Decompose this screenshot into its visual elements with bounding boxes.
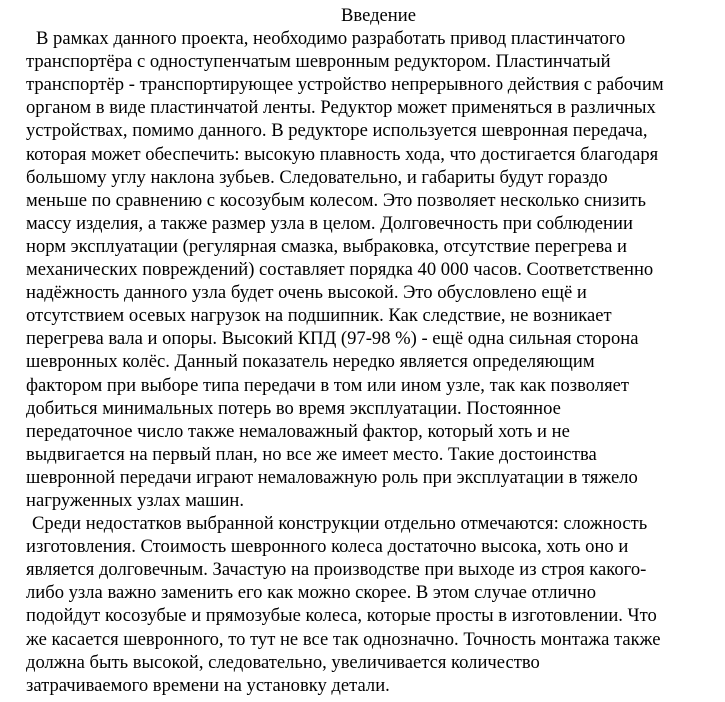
- paragraph-line: надёжность данного узла будет очень высокой. Это обусловлено ещё и: [26, 282, 587, 304]
- paragraph-intro: [26, 27, 715, 512]
- paragraph-line: шевронной передачи играют немаловажную роль при эксплуатации в тяжело: [26, 466, 638, 488]
- paragraph-line: фактором при выборе типа передачи в том или ином узле, так как позволяет: [26, 374, 630, 396]
- paragraph-line: изготовления. Стоимость шевронного колеса достаточно высока, хоть оно и: [26, 536, 629, 558]
- paragraph-line: шевронных колёс. Данный показатель нередко является определяющим: [26, 351, 595, 373]
- paragraph-line: органом в виде пластинчатой ленты. Редуктор может применяться в различных: [26, 97, 656, 119]
- paragraph-line: массу изделия, а также размер узла в целом. Долговечность при соблюдении: [26, 212, 633, 234]
- paragraph-line: перегрева вала и опоры. Высокий КПД (97-98 %) - ещё одна сильная сторона: [26, 328, 639, 350]
- paragraph-line: Среди недостатков выбранной конструкции отдельно отмечаются: сложность: [32, 513, 648, 535]
- paragraph-line: является долговечным. Зачастую на производстве при выходе из строя какого-: [26, 559, 647, 581]
- paragraph-line: должна быть высокой, следовательно, увеличивается количество: [26, 651, 540, 673]
- paragraph-line: подойдут косозубые и прямозубые колеса, которые просты в изготовлении. Что: [26, 605, 657, 627]
- paragraph-line: норм эксплуатации (регулярная смазка, выбраковка, отсутствие перегрева и: [26, 235, 627, 257]
- paragraph-line: передаточное число также немаловажный фактор, который хоть и не: [26, 420, 570, 442]
- paragraph-line: либо узла важно заменить его как можно скорее. В этом случае отлично: [26, 582, 597, 604]
- paragraph-line: нагруженных узлах машин.: [26, 489, 245, 511]
- paragraph-line: которая может обеспечить: высокую плавность хода, что достигается благодаря: [26, 143, 659, 165]
- paragraph-line: затрачиваемого времени на установку детали.: [26, 674, 390, 696]
- paragraph-line: В рамках данного проекта, необходимо разработать привод пластинчатого: [36, 28, 626, 50]
- paragraph-drawbacks: [26, 512, 715, 697]
- paragraph-line: же касается шевронного, то тут не все так однозначно. Точность монтажа также: [26, 628, 661, 650]
- paragraph-line: транспортёра с одноступенчатым шевронным редуктором. Пластинчатый: [26, 51, 611, 73]
- paragraph-line: меньше по сравнению с косозубым колесом. Это позволяет несколько снизить: [26, 189, 647, 211]
- paragraph-line: добиться минимальных потерь во время эксплуатации. Постоянное: [26, 397, 561, 419]
- paragraph-line: выдвигается на первый план, но все же имеет место. Такие достоинства: [26, 443, 597, 465]
- paragraph-line: механических повреждений) составляет порядка 40 000 часов. Соответственно: [26, 259, 654, 281]
- paragraph-line: отсутствием осевых нагрузок на подшипник. Как следствие, не возникает: [26, 305, 612, 327]
- document-title: Введение: [341, 5, 416, 26]
- paragraph-line: устройствах, помимо данного. В редукторе используется шевронная передача,: [26, 120, 648, 142]
- paragraph-line: транспортёр - транспортирующее устройство непрерывного действия с рабочим: [26, 74, 664, 96]
- paragraph-line: большому углу наклона зубьев. Следовательно, и габариты будут гораздо: [26, 166, 608, 188]
